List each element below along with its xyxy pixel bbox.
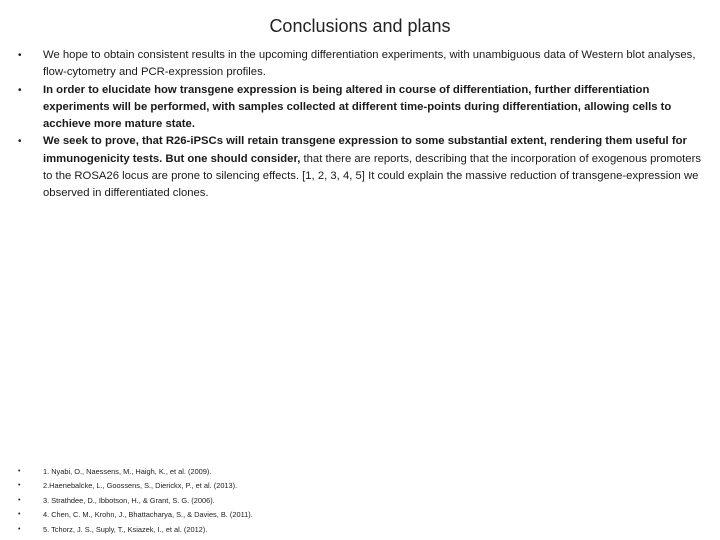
slide-title: Conclusions and plans <box>269 16 451 36</box>
bullet-item <box>18 133 708 202</box>
bullet-icon: • <box>18 525 21 533</box>
reference-text: 5. Tchorz, J. S., Suply, T., Ksiazek, I., et al. (2012). <box>43 524 208 534</box>
reference-text: 2.Haenebalcke, L., Goossens, S., Dierickx, P., et al. (2013). <box>43 481 238 491</box>
reference-item <box>18 523 708 537</box>
reference-text: 3. Strathdee, D., Ibbotson, H., & Grant, S. G. (2006). <box>43 495 215 505</box>
bullet-icon: • <box>18 482 21 490</box>
bullet-item <box>18 82 708 134</box>
bullet-icon: • <box>18 496 21 504</box>
bullet-icon: • <box>18 136 22 148</box>
bullet-text-bold: We seek to prove, that R26-iPSCs will retain transgene expression to some substantial extent, rendering them useful for immunogenicity tests. But one should consider, <box>43 135 687 165</box>
reference-item <box>18 494 708 508</box>
bullet-text: We hope to obtain consistent results in the upcoming differentiation experiments, with unambiguous data of Western blot analyses, flow-cytometry and PCR-expression profiles. <box>43 49 696 79</box>
reference-item <box>18 465 708 479</box>
bullet-icon: • <box>18 50 22 61</box>
bullet-icon: • <box>18 84 22 96</box>
reference-item <box>18 479 708 493</box>
reference-list <box>18 465 708 537</box>
bullet-item <box>18 47 708 82</box>
reference-text: 1. Nyabi, O., Naessens, M., Haigh, K., et al. (2009). <box>43 467 212 476</box>
reference-text: 4. Chen, C. M., Krohn, J., Bhattacharya, S., & Davies, B. (2011). <box>43 510 253 520</box>
reference-item <box>18 508 708 522</box>
bullet-list <box>18 47 708 203</box>
bullet-icon: • <box>18 468 21 475</box>
bullet-text-bold: In order to elucidate how transgene expression is being altered in course of differentiation, further differentiation experiments will be performed, with samples collected at different time-points during differentiation, allowing cells to acchieve more mature state. <box>43 83 672 131</box>
bullet-icon: • <box>18 511 21 519</box>
bullet-text: that there are reports, describing that the incorporation of exogenous promoters to the ROSA26 locus are prone to silencing effects. [1, 2, 3, 4, 5] It could explain the massive reduction of transgene-expression we observed in differentiated clones. <box>43 152 702 200</box>
